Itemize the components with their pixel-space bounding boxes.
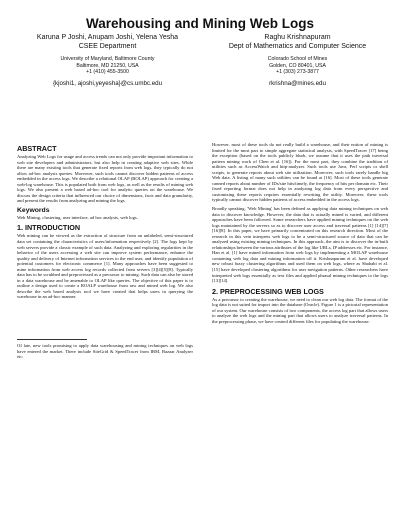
author-phone: +1 (410) 455-3500	[86, 69, 129, 76]
footnote-divider	[17, 339, 87, 340]
abstract-heading: ABSTRACT	[17, 144, 57, 153]
paragraph: However, most of these tools do not really build a warehouse, and their notion of mining is limited for the most part to simple aggregate statistical analysis, with SpeedTracer [17] being the exception (based on the tools publicly blurb, we assume that it uses the path traversal pattern mining work of Chen et al. [16]). For the most part, they combine the tradition of utilities such as AccessWatch and http-analyzer. Such tools use Java, Perl scripts or shell scripts, to generate reports about web site utilization. Moreover, such tools rarely handle big Web data. A listing of many such utilities can be found at [16]. Most of these tools generate canned reports about number of IDs/site hits/timely, the frequency of hits per domain etc. Their fixed reporting format does not help in analyzing log data from every perspective and customizing these reports requires essentially rewriting the utility. Moreover, these tools typically cannot discover hidden patterns of access embedded in the access logs.	[212, 142, 388, 203]
author-names: Raghu Krishnapuram	[264, 34, 331, 41]
author-block-right	[210, 34, 385, 88]
author-address: Baltimore, MD 21250, USA	[76, 62, 139, 69]
introduction-text: Web mining can be viewed as the extraction of structure from an unlabeled, semi-structured data set containing the characteristics of users/information respectively [2]. The logs kept by web servers provide a classic example of such data. Analyzing and exploring regularities in the behavior of the users accessing a web site can improve system performance, enhance the quality and delivery of Internet information services to the end user, and identify population of potential customers for electronic commerce [1]. Many approaches have been suggested to mine information from web access log records collected from servers [3][4][5][8]. Typically data has to be scrubbed and preprocessed as a precursor to mining. Such data can also be stored in a data warehouse and be amenable to OLAP like queries. The objective of this paper is to outline a design used to create a ROALP warehouse from raw and mined web log. We also describe the web based analysis tool we have created that helps users in querying the warehouse in an ad-hoc manner.	[17, 233, 193, 300]
footnote-text: Of late, new tools promising to apply data warehousing and mining techniques on web logs have entered the market. There include SiteGrid & SpeedTracer from IBM, Bazaar Analyzer etc.	[17, 343, 193, 360]
author-phone: +1 (303) 273-3877	[276, 69, 319, 76]
paper-title: Warehousing and Mining Web Logs	[86, 16, 314, 31]
author-university: University of Maryland, Baltimore County	[60, 56, 155, 63]
introduction-heading: 1. INTRODUCTION	[17, 223, 81, 233]
author-dept: CSEE Department	[78, 42, 137, 50]
section-text: As a precursor to creating the warehouse, we need to clean our web log data. The format of the log data is not suited for import into the database (Oracle). Figure 1 is a pictorial representation of our system. Our warehouse consists of two components, the access log part that allows users to analyze the web logs and the mining part that allows users to analyze traversal patterns. In the preprocessing phase, we have created different files for populating the warehouse.	[212, 296, 388, 324]
author-block-left	[20, 34, 195, 88]
keywords-text: Web Mining, clustering, user interface, ad hoc analysis, web logs.	[17, 214, 138, 220]
keywords-heading: Keywords	[17, 206, 50, 214]
column-spacer	[17, 303, 193, 331]
author-email: rkrishna@mines.edu	[269, 79, 326, 87]
section-heading: 2. PREPROCESSING WEB LOGS	[212, 286, 324, 296]
author-email: {kjoshi1, ajoshi,yeyesha}@cs.umbc.edu	[52, 79, 163, 87]
author-address: Golden, CO 80401, USA	[269, 62, 326, 69]
author-names: Karuna P Joshi, Anupam Joshi, Yelena Yesha	[36, 34, 179, 41]
right-column	[212, 142, 388, 327]
author-university: Colorado School of Mines	[267, 56, 328, 63]
paragraph: Broadly speaking, 'Web Mining' has been defined as applying data mining techniques on web data to discover knowledge. However, the data that is actually mined is varied, and different approaches have been followed. Some researchers have applied mining techniques on the web logs maintained by the servers so as to discover user access and traversal patterns [1] [14][7][16][8]. In this paper, we have primarily concentrated on this research direction. Most of the research in this vein interprets web logs to be a semi-structured source of data that can be analyzed using existing mining techniques. In this approach, the aim is to discover the in-built relationships between the various attributes of the log like URLs, IP addresses etc. For instance, Han et al. [1] have mined information from web logs by implementing a MOLAP warehouse containing web log data and mining information off it. Krishnapuram et al. have developed new robust fuzzy clustering algorithms and used them on web logs, where as Shahabi et al. [15] have developed clustering algorithms for user navigation patterns. Other researchers have interpreted web logs essentially as text files and applied phrasal mining techniques to the logs [13][14].	[212, 206, 389, 284]
author-dept: Dept of Mathematics and Computer Science	[228, 42, 367, 50]
abstract-text: Analyzing Web Logs for usage and access trends can not only provide important information to web site developers and administrators, but also help in creating adaptive web sites. While there are many existing tools that generate fixed reports from web logs, they typically do not allow ad-hoc analysis queries. Moreover, such tools cannot discover hidden patterns of access embedded in the access logs. We describe a relational OLAP (ROLAP) approach for creating a web-log warehouse. This is populated both from web logs, as well as the results of mining web logs. We also present a web based ad-hoc tool for analytic queries on the warehouse. We discuss the design criteria that influenced our choice of dimensions, facts and data granularity, and present the results from analyzing and mining the logs.	[17, 154, 193, 204]
left-column	[17, 142, 193, 363]
